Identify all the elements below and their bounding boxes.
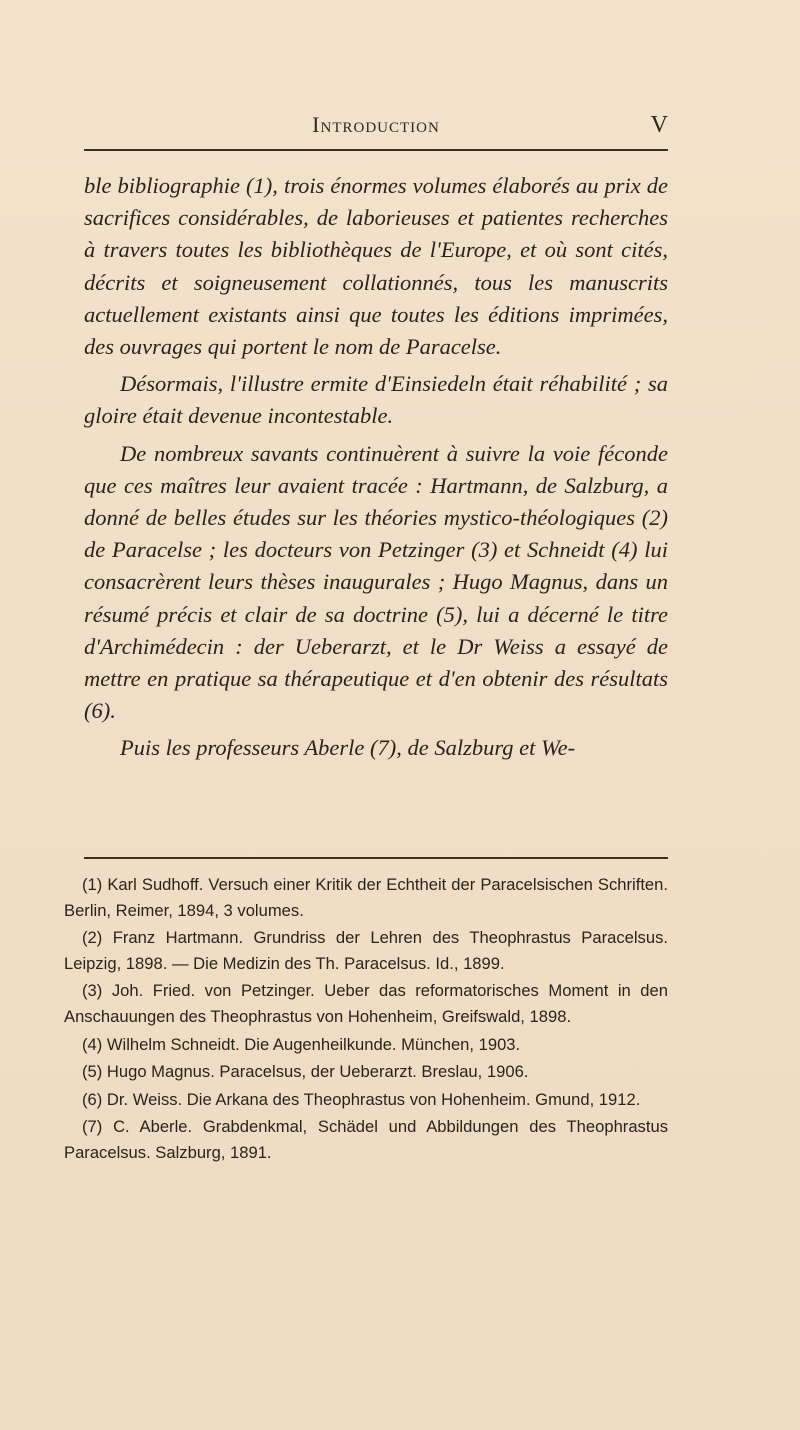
page-number: V	[650, 112, 668, 138]
footnote-2: (2) Franz Hartmann. Grundriss der Lehren des Theophrastus Paracelsus. Leipzig, 1898. — Die Medizin des Th. Paracelsus. Id., 1899.	[64, 928, 668, 973]
footnotes	[64, 872, 668, 1168]
footnote-4: (4) Wilhelm Schneidt. Die Augenheilkunde. München, 1903.	[82, 1034, 521, 1054]
footnote-rule	[84, 857, 668, 859]
footnote-7: (7) C. Aberle. Grabdenkmal, Schädel und Abbildungen des Theophrastus Paracelsus. Salzburg, 1891.	[64, 1117, 668, 1162]
main-text	[84, 170, 668, 765]
running-header	[84, 112, 668, 146]
paragraph-3: De nombreux savants continuèrent à suivre la voie féconde que ces maîtres leur avaient tracée : Hartmann, de Salzburg, a donné de belles études sur les théories mystico-théologiques (2) de Paracelse ; les docteurs von Petzinger (3) et Schneidt (4) lui consacrèrent leurs thèses inaugurales ; Hugo Magnus, dans un résumé précis et clair de sa doctrine (5), lui a décerné le titre d'Archimédecin : der Ueberarzt, et le Dr Weiss a essayé de mettre en pratique sa thérapeutique et d'en obtenir des résultats (6).	[84, 440, 668, 724]
footnote-3: (3) Joh. Fried. von Petzinger. Ueber das reformatorisches Moment in den Anschauungen des Theophrastus von Hohenheim, Greifswald, 1898.	[64, 981, 668, 1026]
paragraph-4: Puis les professeurs Aberle (7), de Salzburg et We-	[120, 735, 576, 761]
running-title: Introduction	[312, 112, 440, 137]
footnote-1: (1) Karl Sudhoff. Versuch einer Kritik der Echtheit der Paracelsischen Schriften. Berlin, Reimer, 1894, 3 volumes.	[64, 875, 668, 920]
paragraph-1: ble bibliographie (1), trois énormes volumes élaborés au prix de sacrifices considérables, de laborieuses et patientes recherches à travers toutes les bibliothèques de l'Europe, et où sont cités, décrits et soigneusement collationnés, tous les manuscrits actuellement existants ainsi que toutes les éditions imprimées, des ouvrages qui portent le nom de Paracelse.	[84, 173, 668, 360]
paragraph-2: Désormais, l'illustre ermite d'Einsiedeln était réhabilité ; sa gloire était devenue incontestable.	[84, 371, 668, 429]
footnote-5: (5) Hugo Magnus. Paracelsus, der Ueberarzt. Breslau, 1906.	[82, 1062, 529, 1082]
header-rule	[84, 149, 668, 151]
footnote-6: (6) Dr. Weiss. Die Arkana des Theophrastus von Hohenheim. Gmund, 1912.	[82, 1089, 641, 1109]
